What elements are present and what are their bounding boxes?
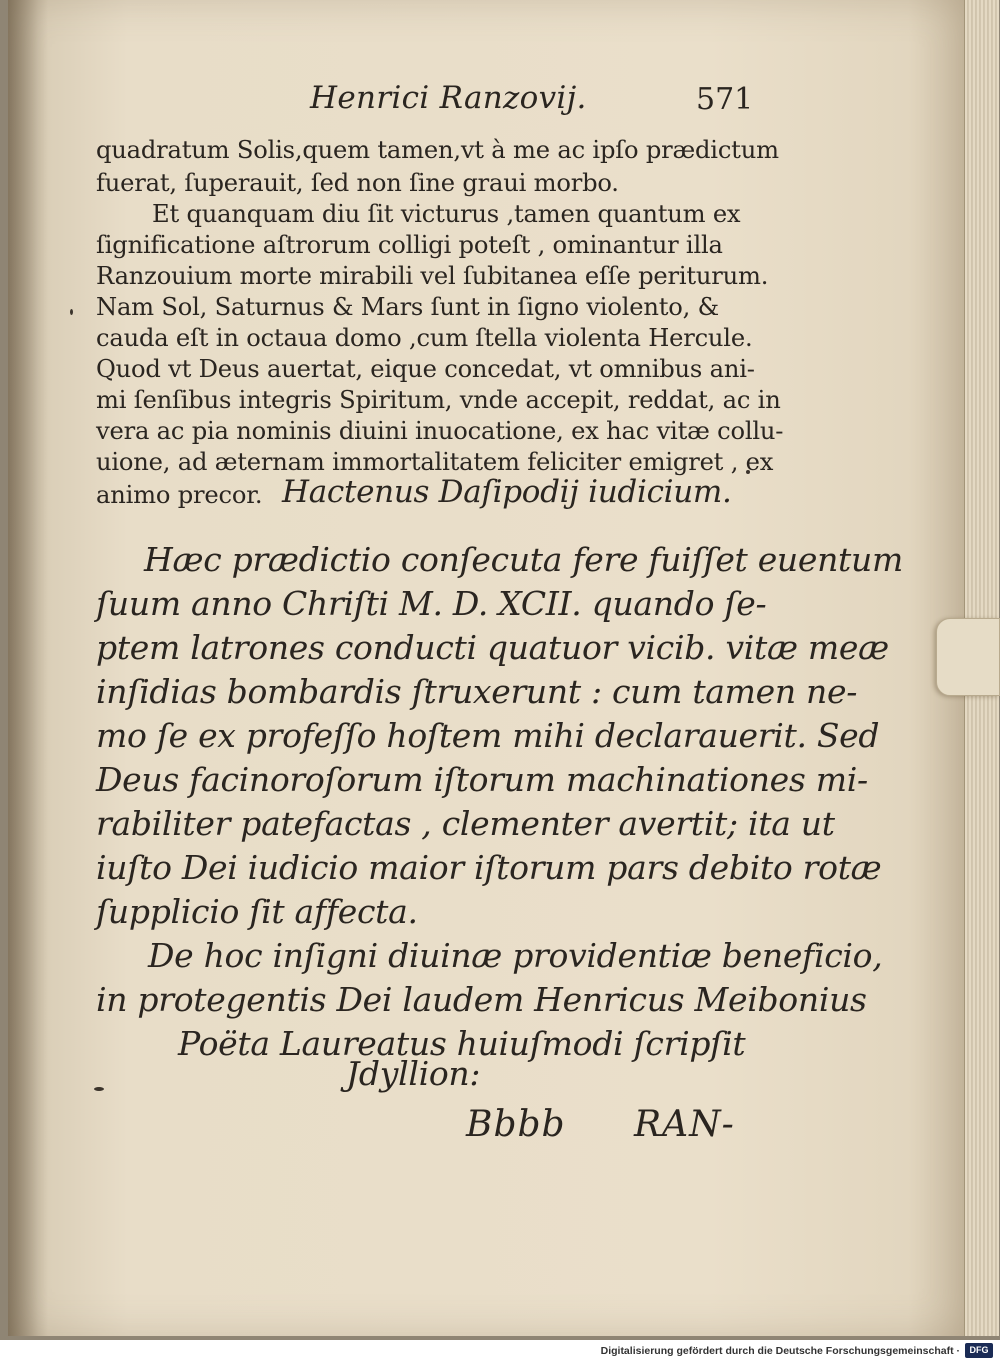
italic-line: Jdyllion: — [346, 1054, 481, 1093]
body-line: cauda eſt in octaua domo ,cum ſtella violenta Hercule. — [96, 324, 753, 352]
closing-italic-phrase: Hactenus Daſipodij iudicium. — [282, 474, 732, 510]
speck — [70, 309, 73, 315]
speck — [94, 1087, 104, 1091]
gutter-shadow — [8, 0, 48, 1336]
italic-line: Hæc prædictio conſecuta fere fuiſſet euentum — [144, 540, 903, 579]
body-line: quadratum Solis,quem tamen,vt à me ac ipſo prædictum — [96, 136, 779, 164]
italic-line: Poëta Laureatus huiuſmodi ſcripſit — [178, 1024, 746, 1063]
body-line: ſignificatione aſtrorum colligi poteſt , ominantur illa — [96, 231, 723, 259]
italic-line: inſidias bombardis ſtruxerunt : cum tamen ne- — [96, 672, 858, 711]
body-line: Et quanquam diu ſit victurus ,tamen quantum ex — [152, 200, 741, 228]
body-line: Ranzouium morte mirabili vel ſubitanea eſſe periturum. — [96, 262, 769, 290]
page-tab-marker — [936, 618, 1000, 696]
body-line: animo precor. — [96, 481, 263, 509]
body-line: mi ſenſibus integris Spiritum, vnde accepit, reddat, ac in — [96, 386, 781, 414]
page-number: 571 — [696, 82, 754, 117]
body-line: Nam Sol, Saturnus & Mars ſunt in ſigno violento, & — [96, 293, 719, 321]
body-line: uione, ad æternam immortalitatem feliciter emigret , ex — [96, 448, 774, 476]
italic-line: rabiliter patefactas , clementer avertit; ita ut — [96, 804, 835, 843]
italic-line: in protegentis Dei laudem Henricus Meibonius — [96, 980, 867, 1019]
running-title: Henrici Ranzovij. — [310, 80, 587, 116]
italic-line: ſupplicio ſit affecta. — [96, 892, 418, 931]
italic-line: ſuum anno Chriſti M. D. XCII. quando ſe- — [96, 584, 767, 623]
italic-line: mo ſe ex profeſſo hoſtem mihi declarauerit. Sed — [96, 716, 880, 755]
italic-line: Deus facinoroſorum iſtorum machinationes mi- — [96, 760, 868, 799]
body-line: Quod vt Deus auertat, eique concedat, vt omnibus ani- — [96, 355, 755, 383]
dfg-logo: DFG — [965, 1343, 993, 1358]
italic-line: ptem latrones conducti quatuor vicib. vitæ meæ — [96, 628, 889, 667]
footer-credit: Digitalisierung gefördert durch die Deutsche Forschungsgemeinschaft · — [600, 1345, 960, 1357]
italic-line: iuſto Dei iudicio maior iſtorum pars debito rotæ — [96, 848, 882, 887]
signature-mark: Bbbb — [466, 1104, 566, 1145]
catchword: RAN- — [634, 1104, 735, 1145]
body-line: vera ac pia nominis diuini inuocatione, ex hac vitæ collu- — [96, 417, 784, 445]
body-line: fuerat, ſuperauit, ſed non ſine graui morbo. — [96, 169, 619, 197]
italic-line: De hoc inſigni diuinæ providentiæ beneficio, — [148, 936, 883, 975]
